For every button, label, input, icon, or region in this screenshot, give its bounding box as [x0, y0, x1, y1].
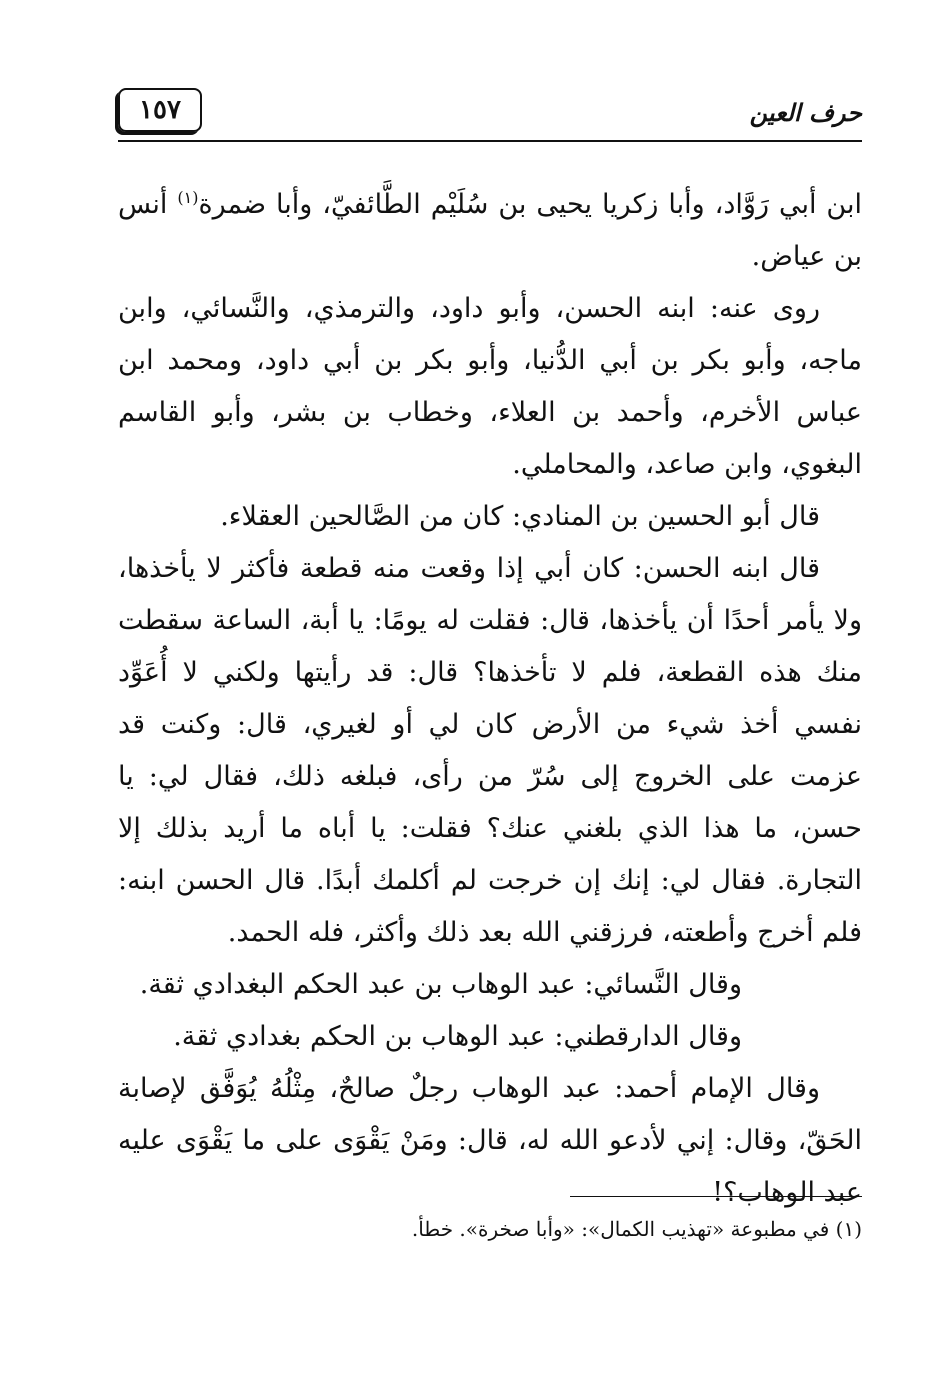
page-header [118, 88, 862, 136]
paragraph-hasan-story: قال ابنه الحسن: كان أبي إذا وقعت منه قطعة فأكثر لا يأخذها، ولا يأمر أحدًا أن يأخذها، قال: فقلت له يومًا: يا أبة، الساعة سقطت منك هذه القطعة، فلم لا تأخذها؟ قال: قد رأيتها ولكني لا أُعَوِّد نفسي أخذ شيء من الأرض كان لي أو لغيري، قال: وكنت قد عزمت على الخروج إلى سُرّ من رأى، فبلغه ذلك، فقال لي: يا حسن، ما هذا الذي بلغني عنك؟ فقلت: يا أباه ما أريد بذلك إلا التجارة. فقال لي: إنك إن خرجت لم أكلمك أبدًا. قال الحسن ابنه: فلم أخرج وأطعته، فرزقني الله بعد ذلك وأكثر، فله الحمد. [118, 553, 862, 948]
paragraph-narrators: روى عنه: ابنه الحسن، وأبو داود، والترمذي، والنَّسائي، وابن ماجه، وأبو بكر بن أبي الدُّنيا، وأبو بكر بن أبي داود، ومحمد ابن عباس الأخرم، وأحمد بن العلاء، وخطاب بن بشر، وأبو القاسم البغوي، وابن صاعد، والمحاملي. [118, 293, 862, 480]
paragraph-munadi-quote: قال أبو الحسين بن المنادي: كان من الصَّالحين العقلاء. [220, 501, 820, 532]
paragraph-nasai-quote: وقال النَّسائي: عبد الوهاب بن عبد الحكم البغدادي ثقة. [139, 969, 742, 1000]
paragraph-1 [118, 172, 862, 283]
footnote-reference: (١) [177, 188, 199, 207]
footnote-divider [570, 1196, 862, 1197]
page-number-badge [118, 88, 202, 132]
paragraph-1-text: ابن أبي رَوَّاد، وأبا زكريا يحيى بن سُلَيْم الطَّائفيّ، وأبا ضمرة [198, 189, 862, 220]
main-text [118, 172, 862, 1219]
running-title: حرف العين [749, 98, 862, 127]
footnote: (١) في مطبوعة «تهذيب الكمال»: «وأبا صخرة». خطأ. [411, 1217, 862, 1241]
paragraph-1-continuation: أنس بن عياض. [118, 189, 862, 272]
paragraph-daraqutni-quote: وقال الدارقطني: عبد الوهاب بن الحكم بغدادي ثقة. [173, 1021, 742, 1052]
paragraph-ahmad-quote: وقال الإمام أحمد: عبد الوهاب رجلٌ صالحٌ، مِثْلُهُ يُوَفَّق لإصابة الحَقّ، وقال: إني لأدعو الله له، قال: ومَنْ يَقْوَى على ما يَقْوَى عليه عبد الوهاب؟! [118, 1073, 862, 1208]
page-number: ١٥٧ [139, 95, 181, 125]
header-divider [118, 140, 862, 142]
